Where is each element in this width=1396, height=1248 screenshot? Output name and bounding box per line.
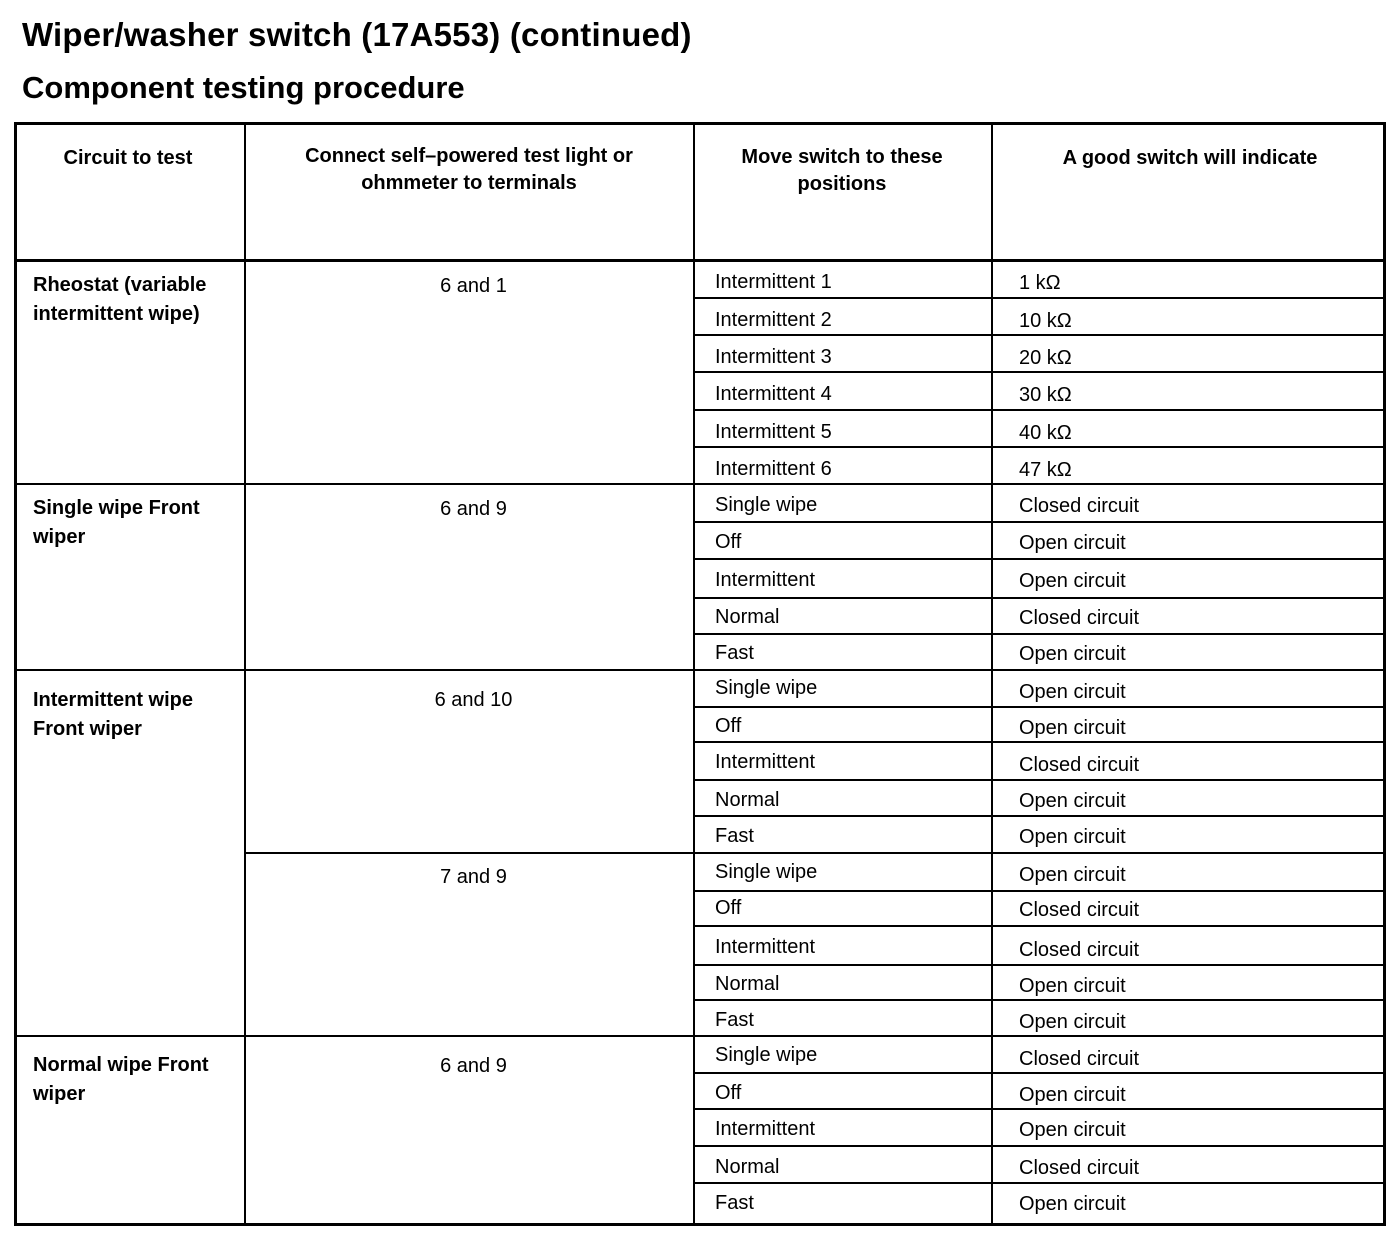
row-divider: [693, 815, 1383, 817]
indicate-cell: 1 kΩ: [1019, 272, 1061, 294]
indicate-cell: 30 kΩ: [1019, 384, 1072, 406]
position-cell: Single wipe: [715, 861, 818, 883]
row-divider: [693, 334, 1383, 336]
row-divider: [693, 597, 1383, 599]
indicate-cell: Closed circuit: [1019, 1157, 1140, 1179]
indicate-cell: Open circuit: [1019, 1011, 1126, 1033]
header-terminals: Connect self–powered test light or ohmmeter to terminals: [305, 145, 633, 194]
indicate-cell: Closed circuit: [1019, 939, 1140, 961]
position-cell: Off: [715, 531, 742, 553]
terminals-cell: 7 and 9: [440, 866, 507, 888]
position-cell: Intermittent: [715, 1118, 816, 1140]
group-divider: [17, 1035, 1383, 1037]
indicate-cell: 20 kΩ: [1019, 347, 1072, 369]
position-cell: Intermittent: [715, 569, 816, 591]
indicate-cell: Open circuit: [1019, 1119, 1126, 1141]
indicate-cell: Closed circuit: [1019, 754, 1140, 776]
position-cell: Normal: [715, 973, 780, 995]
indicate-cell: Closed circuit: [1019, 607, 1140, 629]
position-cell: Fast: [715, 825, 754, 847]
row-divider: [693, 409, 1383, 411]
component-test-table: [14, 122, 1386, 1226]
col-divider-1: [244, 125, 246, 1223]
position-cell: Intermittent 4: [715, 383, 832, 405]
row-divider: [693, 1108, 1383, 1110]
indicate-cell: Open circuit: [1019, 975, 1126, 997]
indicate-cell: Open circuit: [1019, 1084, 1126, 1106]
position-cell: Normal: [715, 789, 780, 811]
indicate-cell: Closed circuit: [1019, 495, 1140, 517]
position-cell: Fast: [715, 1009, 754, 1031]
position-cell: Intermittent 1: [715, 271, 832, 293]
indicate-cell: 47 kΩ: [1019, 459, 1072, 481]
indicate-cell: 10 kΩ: [1019, 310, 1072, 332]
position-cell: Intermittent: [715, 751, 816, 773]
row-divider: [693, 706, 1383, 708]
group-divider: [17, 669, 1383, 671]
position-cell: Fast: [715, 1192, 754, 1214]
row-divider: [693, 558, 1383, 560]
terminals-cell: 6 and 10: [434, 689, 513, 711]
row-divider: [693, 1072, 1383, 1074]
row-divider: [693, 1182, 1383, 1184]
position-cell: Off: [715, 1082, 742, 1104]
header-indicate: A good switch will indicate: [1062, 147, 1318, 169]
indicate-cell: Open circuit: [1019, 1193, 1126, 1215]
page-title: Wiper/washer switch (17A553) (continued): [22, 16, 692, 53]
position-cell: Intermittent 2: [715, 309, 832, 331]
indicate-cell: Open circuit: [1019, 681, 1126, 703]
circuit-intermittent-wipe: Intermittent wipe Front wiper: [33, 689, 194, 740]
row-divider: [693, 297, 1383, 299]
indicate-cell: 40 kΩ: [1019, 422, 1072, 444]
terminals-cell: 6 and 9: [440, 498, 507, 520]
position-cell: Intermittent 3: [715, 346, 832, 368]
row-divider: [693, 925, 1383, 927]
header-circuit-to-test: Circuit to test: [63, 147, 193, 169]
position-cell: Off: [715, 715, 742, 737]
row-divider: [693, 779, 1383, 781]
row-divider: [693, 371, 1383, 373]
row-divider: [693, 521, 1383, 523]
position-cell: Normal: [715, 1156, 780, 1178]
row-divider: [693, 633, 1383, 635]
circuit-single-wipe: Single wipe Front wiper: [33, 497, 200, 548]
indicate-cell: Open circuit: [1019, 717, 1126, 739]
position-cell: Fast: [715, 642, 754, 664]
terminal-divider: [244, 852, 1383, 854]
header-positions: Move switch to these positions: [741, 146, 943, 195]
position-cell: Off: [715, 897, 742, 919]
row-divider: [693, 964, 1383, 966]
group-divider: [17, 483, 1383, 485]
indicate-cell: Open circuit: [1019, 570, 1126, 592]
row-divider: [693, 1145, 1383, 1147]
terminals-cell: 6 and 1: [440, 275, 507, 297]
indicate-cell: Closed circuit: [1019, 899, 1140, 921]
circuit-rheostat: Rheostat (variable intermittent wipe): [33, 274, 207, 325]
position-cell: Normal: [715, 606, 780, 628]
row-divider: [693, 890, 1383, 892]
indicate-cell: Open circuit: [1019, 532, 1126, 554]
indicate-cell: Open circuit: [1019, 864, 1126, 886]
position-cell: Intermittent: [715, 936, 816, 958]
row-divider: [693, 741, 1383, 743]
terminals-cell: 6 and 9: [440, 1055, 507, 1077]
indicate-cell: Closed circuit: [1019, 1048, 1140, 1070]
row-divider: [693, 999, 1383, 1001]
circuit-normal-wipe: Normal wipe Front wiper: [33, 1054, 209, 1105]
col-divider-3: [991, 125, 993, 1223]
position-cell: Intermittent 5: [715, 421, 832, 443]
position-cell: Intermittent 6: [715, 458, 832, 480]
indicate-cell: Open circuit: [1019, 643, 1126, 665]
position-cell: Single wipe: [715, 494, 818, 516]
indicate-cell: Open circuit: [1019, 826, 1126, 848]
header-divider: [17, 259, 1383, 262]
section-subtitle: Component testing procedure: [22, 70, 465, 105]
indicate-cell: Open circuit: [1019, 790, 1126, 812]
position-cell: Single wipe: [715, 677, 818, 699]
row-divider: [693, 446, 1383, 448]
position-cell: Single wipe: [715, 1044, 818, 1066]
